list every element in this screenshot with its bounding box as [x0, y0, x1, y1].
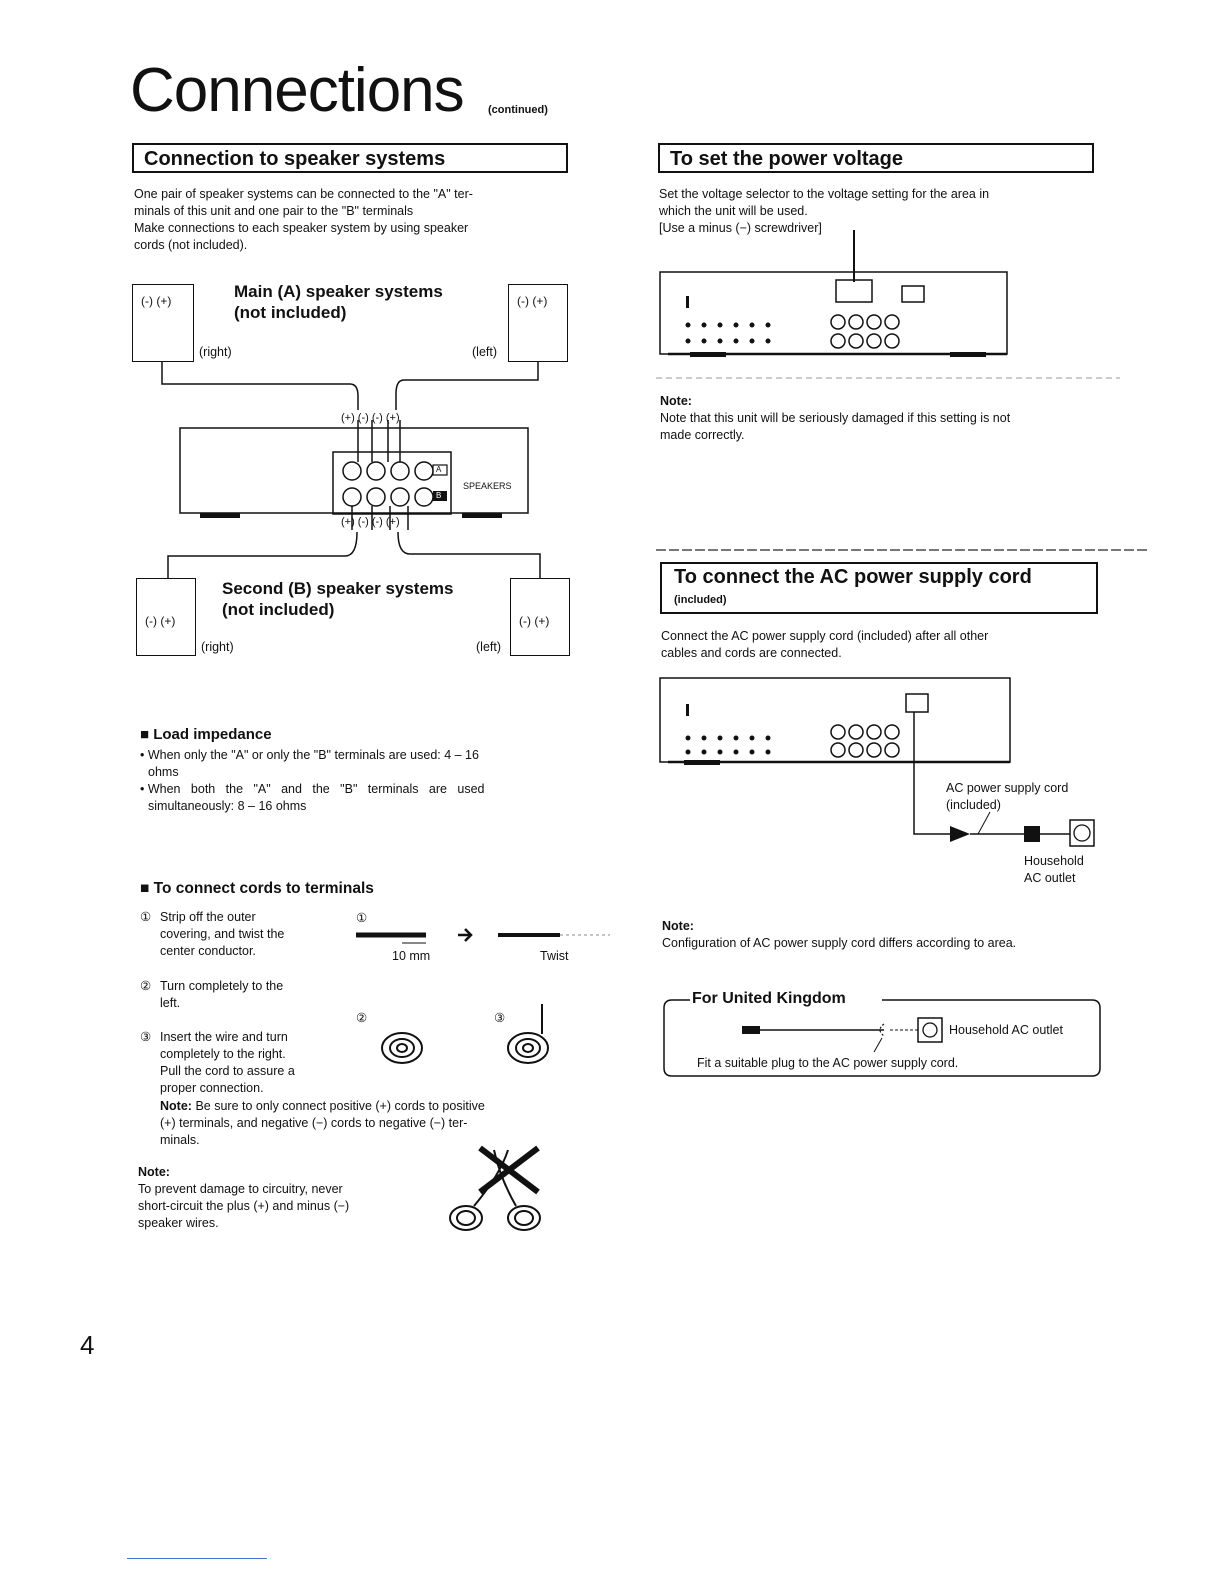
- ac-cord-note: [662, 918, 1102, 952]
- a-terminal-badge: A: [436, 465, 442, 474]
- uk-plug-text: Fit a suitable plug to the AC power supply cord.: [697, 1056, 959, 1070]
- speaker-box-right-b: [136, 578, 196, 656]
- left-label: (left): [472, 345, 497, 359]
- note-line: speaker wires.: [138, 1216, 219, 1230]
- speaker-intro-line: Make connections to each speaker system by using speaker: [134, 221, 469, 235]
- figure-1-number: ①: [356, 911, 368, 925]
- main-speakers-title-line: Main (A) speaker systems: [234, 282, 443, 301]
- speaker-intro-line: cords (not included).: [134, 238, 248, 252]
- impedance-line: ohms: [148, 765, 179, 779]
- outlet-label: [1024, 853, 1084, 887]
- uk-outlet-label: Household AC outlet: [949, 1023, 1063, 1037]
- ac-cord-heading: To connect the AC power supply cord: [674, 566, 1032, 588]
- terminal-polarity-bottom: (+) (-) (-) (+): [341, 516, 400, 528]
- step-3: [140, 1029, 340, 1097]
- step-1: [140, 909, 340, 960]
- step-line: proper connection.: [160, 1081, 264, 1095]
- twist-label: Twist: [540, 949, 569, 963]
- strip-dimension: 10 mm: [392, 949, 431, 963]
- load-impedance-heading-text: Load impedance: [153, 726, 272, 743]
- cord-label-line: AC power supply cord: [946, 781, 1069, 795]
- cord-label-line: (included): [946, 798, 1001, 812]
- short-circuit-note: [138, 1164, 438, 1232]
- outlet-label-line: Household: [1024, 854, 1084, 868]
- ac-cord-body: [661, 628, 1101, 662]
- page-title: Connections: [130, 56, 464, 125]
- note-line: short-circuit the plus (+) and minus (−): [138, 1199, 350, 1213]
- note-line: Be sure to only connect positive (+) cords to positive: [195, 1099, 485, 1113]
- footer-rule: [127, 1558, 267, 1559]
- speaker-section-heading: Connection to speaker systems: [132, 143, 568, 173]
- impedance-line: simultaneously: 8 – 16 ohms: [148, 799, 307, 813]
- main-speakers-title-line: (not included): [234, 303, 347, 322]
- polarity-note: [160, 1098, 580, 1149]
- cords-heading: ■ To connect cords to terminals: [140, 880, 374, 897]
- note-line: (+) terminals, and negative (−) cords to negative (−) ter-: [160, 1116, 468, 1130]
- speaker-intro-line: One pair of speaker systems can be connected to the "A" ter-: [134, 187, 473, 201]
- note-line: made correctly.: [660, 428, 745, 442]
- ac-cord-subheading: (included): [674, 594, 727, 606]
- voltage-line: [Use a minus (−) screwdriver]: [659, 221, 822, 235]
- voltage-note: [660, 393, 1100, 444]
- plus-label: (+): [532, 294, 548, 308]
- minus-label: (-): [519, 614, 531, 628]
- step-number: ③: [140, 1030, 152, 1044]
- left-label: (left): [476, 640, 501, 654]
- speakers-label: SPEAKERS: [463, 481, 512, 491]
- voltage-heading: To set the power voltage: [658, 143, 1094, 173]
- note-heading: Note:: [138, 1165, 170, 1179]
- step-line: Insert the wire and turn: [160, 1030, 288, 1044]
- speaker-polarity: [145, 613, 175, 629]
- uk-heading: For United Kingdom: [692, 990, 846, 1007]
- note-line: Note that this unit will be seriously damaged if this setting is not: [660, 411, 1011, 425]
- step-line: Pull the cord to assure a: [160, 1064, 295, 1078]
- second-speakers-title-line: Second (B) speaker systems: [222, 579, 454, 598]
- plus-label: (+): [534, 614, 550, 628]
- note-line: minals.: [160, 1133, 200, 1147]
- ac-line: cables and cords are connected.: [661, 646, 842, 660]
- load-impedance-body: [140, 747, 576, 815]
- speaker-box-left-b: [510, 578, 570, 656]
- impedance-line: • When both the "A" and the "B" terminals are used: [140, 782, 485, 796]
- page-title-suffix: (continued): [488, 104, 548, 116]
- minus-label: (-): [517, 294, 529, 308]
- ac-line: Connect the AC power supply cord (included) after all other: [661, 629, 989, 643]
- speaker-intro-line: minals of this unit and one pair to the "B" terminals: [134, 204, 414, 218]
- step-2: [140, 978, 340, 1012]
- note-heading: Note:: [662, 919, 694, 933]
- terminal-polarity-top: (+) (-) (-) (+): [341, 412, 400, 424]
- note-prefix: Note:: [160, 1099, 192, 1113]
- cord-label: [946, 780, 1068, 814]
- b-terminal-badge: B: [436, 491, 442, 500]
- step-line: covering, and twist the: [160, 927, 285, 941]
- step-line: completely to the right.: [160, 1047, 286, 1061]
- outlet-label-line: AC outlet: [1024, 871, 1076, 885]
- second-speakers-title: [222, 578, 454, 620]
- note-line: To prevent damage to circuitry, never: [138, 1182, 343, 1196]
- voltage-line: Set the voltage selector to the voltage setting for the area in: [659, 187, 990, 201]
- note-line: Configuration of AC power supply cord differs according to area.: [662, 936, 1017, 950]
- figure-3-number: ③: [494, 1011, 506, 1025]
- voltage-body: [659, 186, 1099, 237]
- plus-label: (+): [160, 614, 176, 628]
- plus-label: (+): [156, 294, 172, 308]
- impedance-line: • When only the "A" or only the "B" terminals are used: 4 – 16: [140, 748, 479, 762]
- minus-label: (-): [141, 294, 153, 308]
- load-impedance-heading: ■ Load impedance: [140, 726, 272, 743]
- speaker-polarity: [519, 613, 549, 629]
- right-label: (right): [199, 345, 232, 359]
- page-number: 4: [80, 1330, 95, 1360]
- step-line: center conductor.: [160, 944, 256, 958]
- note-heading: Note:: [660, 394, 692, 408]
- minus-label: (-): [145, 614, 157, 628]
- step-number: ②: [140, 979, 152, 993]
- figure-2-number: ②: [356, 1011, 368, 1025]
- right-label: (right): [201, 640, 234, 654]
- step-line: Turn completely to the: [160, 979, 284, 993]
- second-speakers-title-line: (not included): [222, 600, 335, 619]
- step-line: Strip off the outer: [160, 910, 256, 924]
- step-number: ①: [140, 910, 152, 924]
- voltage-line: which the unit will be used.: [659, 204, 808, 218]
- step-line: left.: [160, 996, 181, 1010]
- ac-cord-heading-box: [660, 562, 1098, 614]
- cords-heading-text: To connect cords to terminals: [153, 880, 374, 897]
